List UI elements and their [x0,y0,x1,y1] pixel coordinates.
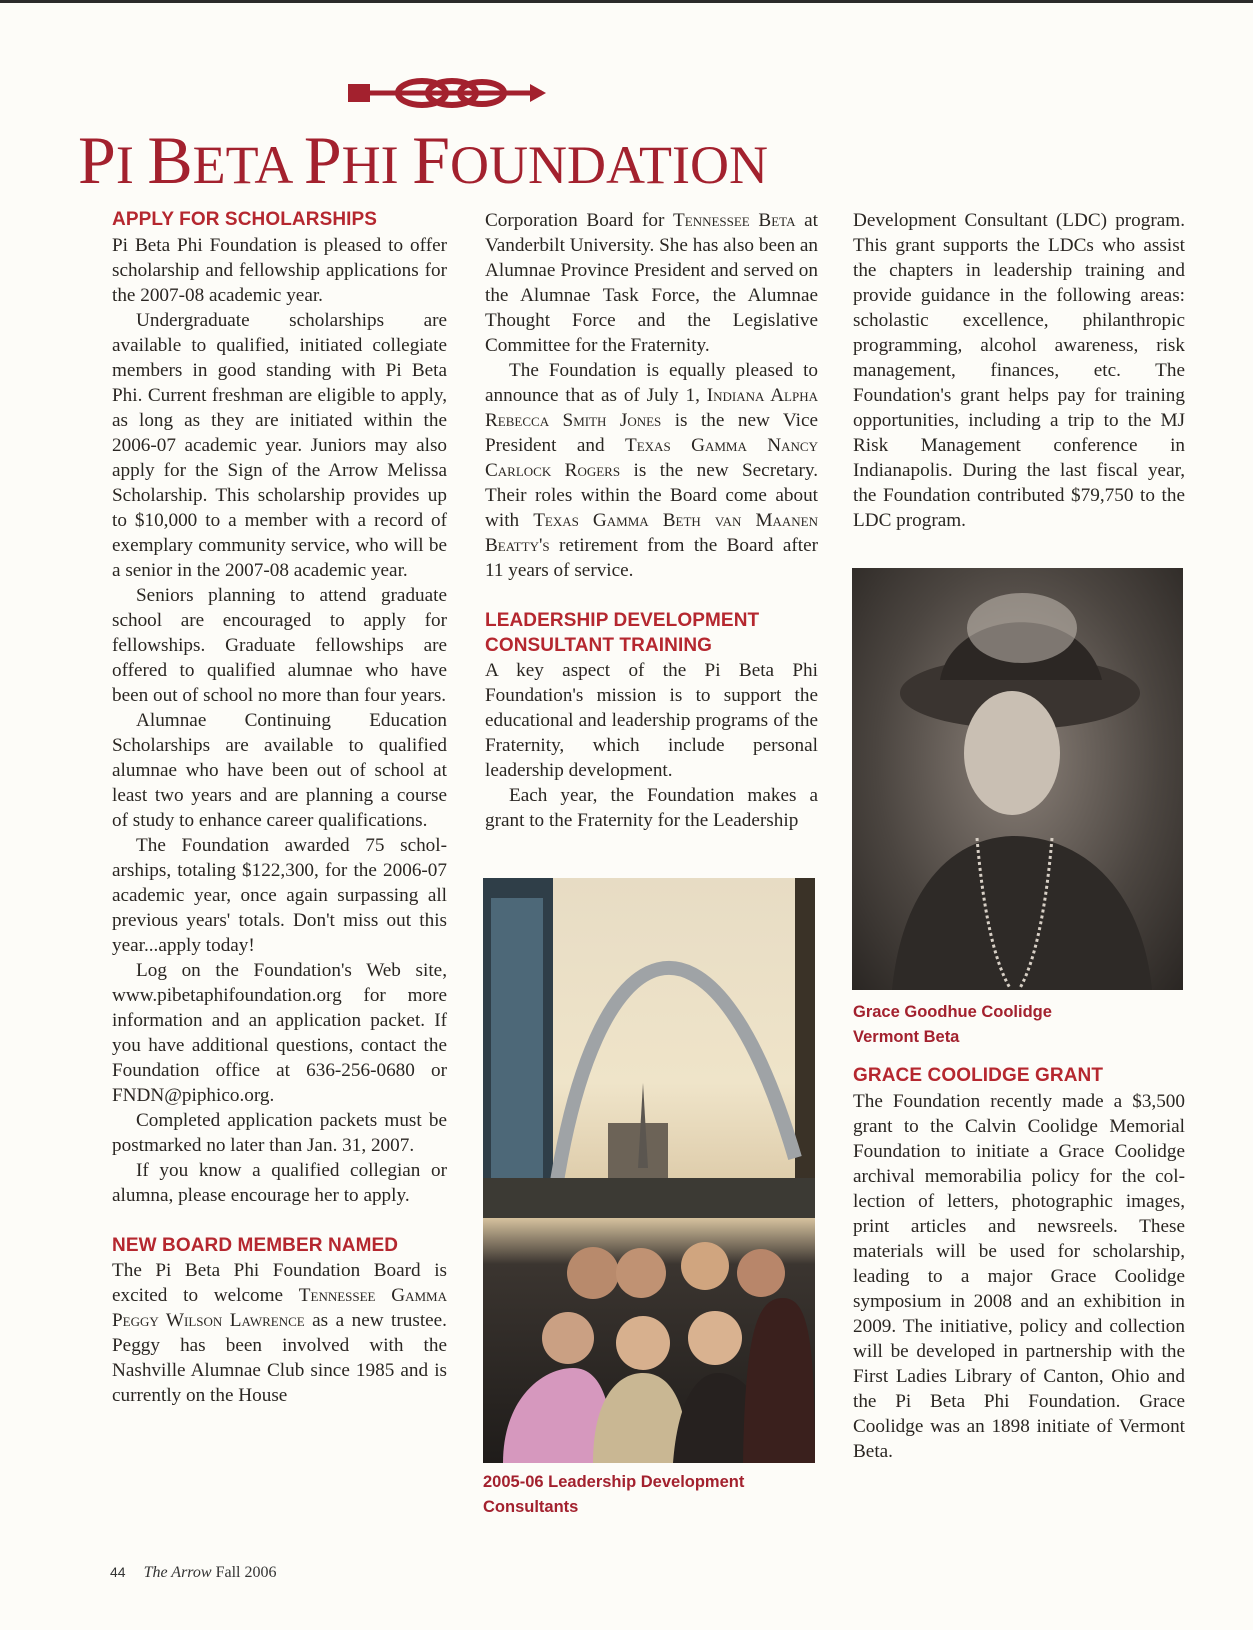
heading-leadership-development: LEADERSHIP DEVELOPMENT CONSULTANT TRAINING [485,610,760,656]
photo-grace-coolidge-portrait [852,568,1183,990]
paragraph: Log on the Foundation's Web site, www.pibetaphifoundation.org for more information and an application packet. If you have additional questions, contact the Foundation office at 636-256-0680 or FNDN@piphico.org. [112,959,447,1106]
paragraph: The Pi Beta Phi Foundation Board is excited to welcome Tennessee Gamma Peggy Wilson Lawrence as a new trustee. Peggy has been involved with the Nashville Alumnae Club since 1985 and is currently on the House [112,1260,447,1406]
heading-new-board-member: NEW BOARD MEMBER NAMED [112,1234,399,1256]
column-middle [485,208,818,833]
heading-apply-scholarships: APPLY FOR SCHOLARSHIPS [112,209,378,230]
column-right [853,208,1185,533]
paragraph: If you know a qualified collegian or alumna, please encourage her to apply. [112,1159,447,1206]
paragraph: The Foundation is equally pleased to announce that as of July 1, Indiana Alpha Rebecca Smith Jones is the new Vice President and Texas Gamma Nancy Carlock Rogers is the new Secretary. Their roles within the Board come about with Texas Gamma Beth van Maanen Beatty's retirement from the Board after 11 years of service. [485,360,819,581]
paragraph: Pi Beta Phi Foundation is pleased to offer scholarship and fellowship applications for the 2007-08 academic year. [112,234,447,306]
paragraph: Development Consultant (LDC) program. This grant supports the LDCs who assist the chapters in leadership training and provide guidance in the following areas: scholastic excellence, philanthropic programming, alcohol awareness, risk management, finances, etc. The Foundation's grant helps pay for training opportunities, including a trip to the MJ Risk Management conference in Indianapolis. During the last fiscal year, the Foundation contributed $79,750 to the LDC program. [853,210,1185,531]
page-number: 44 [110,1564,126,1580]
paragraph: The Foundation recently made a $3,500 grant to the Calvin Coolidge Memorial Foundation to initiate a Grace Coolidge archival memorabilia policy for the collection of letters, photographic images, print articles and newsreels. These materials will be used for scholarship, leading to a major Grace Coolidge symposium in 2008 and an exhibition in 2009. The initiative, policy and collection will be developed in partnership with the First Ladies Library of Canton, Ohio and the Pi Beta Phi Foundation. Grace Coolidge was an 1898 initiate of Vermont Beta. [853,1090,1185,1462]
issue-label: Fall 2006 [215,1564,277,1581]
portrait-caption-chapter: Vermont Beta [853,1027,960,1046]
column-left [112,208,447,1408]
arrow-chain-logo-icon [348,72,548,112]
photo-leadership-consultants [483,878,815,1463]
portrait-caption-name: Grace Goodhue Coolidge [853,1003,1052,1021]
heading-grace-coolidge-grant: GRACE COOLIDGE GRANT [853,1065,1104,1086]
paragraph: Undergraduate scholarships are available to qualified, initiated collegiate members in good standing with Pi Beta Phi. Current freshman are eligible to apply, as long as they are initiated within the 2006-07 academic year. Juniors may also apply for the Sign of the Arrow Melissa Scholarship. This scholarship provides up to $10,000 to a member with a record of exemplary community service, who will be a senior in the 2007-08 academic year. [112,309,447,581]
paragraph: A key aspect of the Pi Beta Phi Foundation's mission is to support the educational and leadership programs of the Fraternity, which include personal leadership development. [485,660,818,781]
paragraph: Seniors planning to attend graduate school are encouraged to apply for fellowships. Graduate fellowships are offered to qualified alumnae who have been out of school no more than four years. [112,584,447,706]
publication-name: The Arrow [143,1564,212,1581]
page-footer [110,1564,276,1582]
top-rule [0,0,1253,3]
paragraph: The Foundation awarded 75 scholarships, totaling $122,300, for the 2006-07 academic year, once again surpassing all previous years' totals. Don't miss out this year...apply today! [112,834,447,956]
portrait-caption [853,1000,1183,1049]
page-title: PI BETA PHI FOUNDATION [78,122,768,198]
paragraph: Each year, the Foundation makes a grant to the Fraternity for the Leadership [485,785,818,831]
photo-caption-consultants: 2005-06 Leadership Development Consultants [483,1473,745,1516]
paragraph: Completed application packets must be postmarked no later than Jan. 31, 2007. [112,1109,447,1156]
paragraph: Alumnae Continuing Education Scholarships are available to qualified alumnae who have been out of school at least two years and are planning a course of study to enhance career qualifications. [112,709,447,831]
column-right-lower [853,1064,1185,1464]
paragraph: Corporation Board for Tennessee Beta at Vanderbilt University. She has also been an Alumnae Province President and served on the Alumnae Task Force, the Alumnae Thought Force and the Legislative Committee for the Fraternity. [485,210,818,356]
